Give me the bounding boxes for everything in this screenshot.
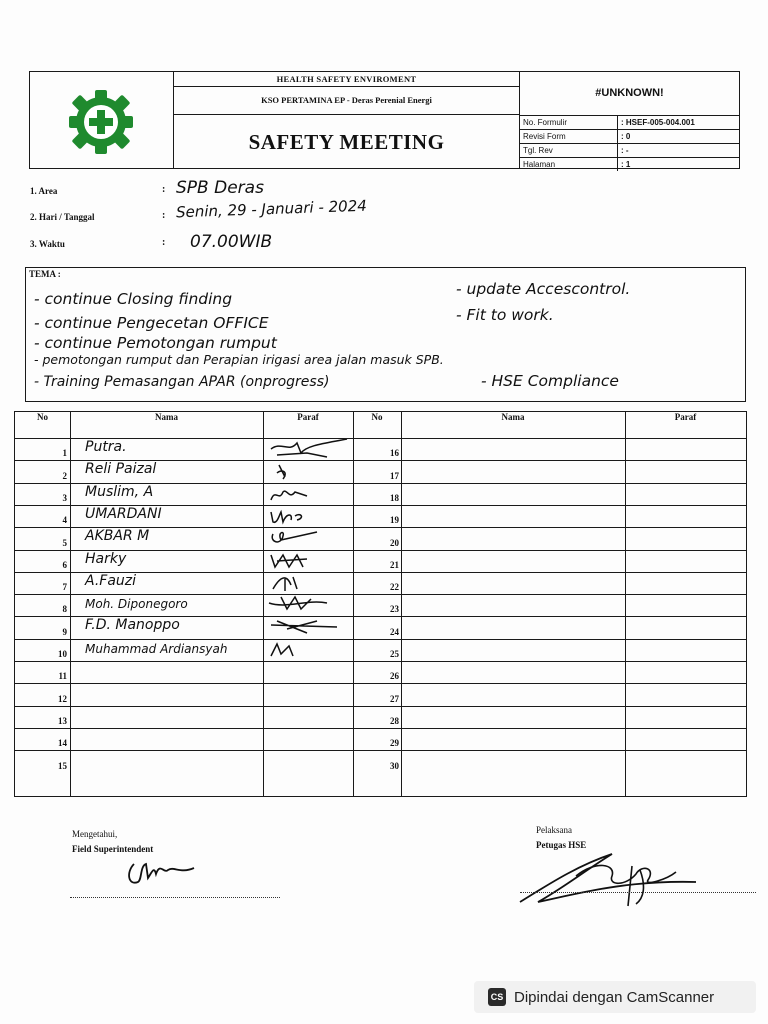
col-nama-header: Nama xyxy=(501,412,525,422)
attendee-signature xyxy=(267,551,351,571)
date-label: 2. Hari / Tanggal xyxy=(30,212,95,222)
row-number: 3 xyxy=(62,492,67,503)
row-rule xyxy=(15,683,746,684)
row-rule xyxy=(15,639,746,640)
area-value: SPB Deras xyxy=(176,178,264,198)
attendee-signature xyxy=(267,461,351,481)
column-divider xyxy=(353,412,354,796)
header-title-block xyxy=(174,72,520,168)
hse-officer-label: Petugas HSE xyxy=(536,840,587,850)
tema-item: - continue Pengecetan OFFICE xyxy=(34,314,269,332)
camscanner-logo-icon: CS xyxy=(488,988,506,1006)
col-nama-header: Nama xyxy=(155,412,178,422)
colon: : xyxy=(162,237,166,248)
row-number: 8 xyxy=(62,604,67,615)
header-meta-block xyxy=(520,72,739,168)
attendee-signature xyxy=(267,617,351,637)
attendance-header xyxy=(15,412,746,439)
attendee-signature xyxy=(267,640,351,660)
date-value: Senin, 29 - Januari - 2024 xyxy=(175,196,368,222)
attendance-table xyxy=(14,411,747,797)
column-divider xyxy=(625,412,626,796)
tema-item: - continue Closing finding xyxy=(34,290,233,308)
colon: : xyxy=(162,210,166,221)
attendee-name: AKBAR M xyxy=(85,528,150,545)
tema-item: - Training Pemasangan APAR (onprogress) xyxy=(34,374,330,390)
row-number: 30 xyxy=(390,760,399,771)
attendee-signature xyxy=(267,439,351,459)
attendee-name: Harky xyxy=(85,550,127,567)
tema-item: - update Accescontrol. xyxy=(456,280,631,298)
column-divider xyxy=(70,412,71,796)
hse-officer-signature xyxy=(516,846,706,912)
meta-key: Halaman xyxy=(520,158,618,171)
row-rule xyxy=(15,728,746,729)
field-superintendent-label: Field Superintendent xyxy=(72,844,154,854)
signature-line xyxy=(520,892,756,893)
attendee-name: Putra. xyxy=(85,439,127,455)
row-number: 7 xyxy=(62,582,67,593)
row-rule xyxy=(15,594,746,595)
meta-value: : 0 xyxy=(621,132,631,141)
meta-value: : - xyxy=(621,146,629,155)
camscanner-text: Dipindai dengan CamScanner xyxy=(514,988,715,1006)
row-number: 1 xyxy=(62,448,67,459)
meta-key: Revisi Form xyxy=(520,130,618,143)
row-number: 10 xyxy=(58,649,67,659)
row-rule xyxy=(15,750,746,751)
tema-title: TEMA : xyxy=(29,269,61,279)
meta-row xyxy=(520,144,739,158)
tema-item: - Fit to work. xyxy=(456,306,554,324)
row-number: 28 xyxy=(390,715,399,726)
attendee-signature xyxy=(267,506,351,526)
col-no-header: No xyxy=(37,412,48,422)
camscanner-badge xyxy=(474,981,756,1013)
row-number: 17 xyxy=(390,470,399,481)
attendee-name: Moh. Diponegoro xyxy=(85,597,188,612)
meta-row xyxy=(520,130,739,144)
column-divider xyxy=(263,412,264,796)
executor-label: Pelaksana xyxy=(536,825,572,835)
meta-key: Tgl. Rev xyxy=(520,144,618,157)
attendee-name: Muhammad Ardiansyah xyxy=(85,641,228,656)
attendee-name: A.Fauzi xyxy=(85,572,137,589)
time-label: 3. Waktu xyxy=(30,239,65,249)
time-value: 07.00WIB xyxy=(190,232,273,252)
row-number: 26 xyxy=(390,671,399,682)
row-number: 14 xyxy=(58,738,67,749)
attendee-name: Reli Paizal xyxy=(85,461,157,478)
row-number: 18 xyxy=(390,492,399,503)
meta-row xyxy=(520,116,739,130)
form-header xyxy=(29,71,740,169)
meta-row xyxy=(520,158,739,171)
attendee-name: Muslim, A xyxy=(85,483,154,500)
header-line1: HEALTH SAFETY ENVIROMENT xyxy=(174,72,519,87)
tema-item: - HSE Compliance xyxy=(481,372,619,390)
attendee-name: UMARDANI xyxy=(85,505,162,522)
row-number: 20 xyxy=(390,537,399,548)
row-number: 21 xyxy=(390,559,399,570)
row-number: 6 xyxy=(62,559,67,570)
unknown-cell: #UNKNOWN! xyxy=(520,72,739,116)
header-line2: KSO PERTAMINA EP - Deras Perenial Energi xyxy=(174,87,519,115)
row-number: 2 xyxy=(62,470,67,481)
attendee-signature xyxy=(267,484,351,504)
attendee-signature xyxy=(267,595,351,615)
row-number: 27 xyxy=(390,693,399,704)
superintendent-signature xyxy=(124,852,204,892)
logo-cell xyxy=(30,72,174,168)
signature-line xyxy=(70,897,280,898)
col-paraf-header: Paraf xyxy=(674,412,697,422)
meta-value: : 1 xyxy=(621,160,631,169)
row-number: 12 xyxy=(58,693,67,704)
row-number: 25 xyxy=(390,649,399,659)
row-number: 29 xyxy=(390,738,399,749)
tema-item: - continue Pemotongan rumput xyxy=(34,334,277,352)
col-no-header: No xyxy=(371,412,383,422)
column-divider xyxy=(401,412,402,796)
row-number: 23 xyxy=(390,604,399,615)
attendee-signature xyxy=(267,573,351,593)
row-number: 5 xyxy=(62,537,67,548)
meta-value: : HSEF-005-004.001 xyxy=(621,118,695,127)
meta-key: No. Formulir xyxy=(520,116,618,129)
tema-item: - pemotongan rumput dan Perapian irigasi area jalan masuk SPB. xyxy=(34,352,444,367)
company-gear-logo xyxy=(55,86,147,158)
row-number: 4 xyxy=(62,515,67,526)
row-number: 19 xyxy=(390,515,399,526)
row-number: 16 xyxy=(390,448,399,459)
row-number: 13 xyxy=(58,715,67,726)
area-label: 1. Area xyxy=(30,186,58,196)
row-rule xyxy=(15,706,746,707)
row-number: 9 xyxy=(62,626,67,637)
row-number: 24 xyxy=(390,626,399,637)
tema-box xyxy=(25,267,746,402)
col-paraf-header: Paraf xyxy=(297,412,319,422)
row-number: 22 xyxy=(390,582,399,593)
attendee-signature xyxy=(267,528,351,548)
acknowledged-label: Mengetahui, xyxy=(72,829,118,839)
attendee-name: F.D. Manoppo xyxy=(85,617,180,634)
form-title: SAFETY MEETING xyxy=(248,130,445,154)
row-number: 11 xyxy=(58,671,67,682)
colon: : xyxy=(162,184,166,195)
row-rule xyxy=(15,661,746,662)
row-number: 15 xyxy=(58,760,67,771)
